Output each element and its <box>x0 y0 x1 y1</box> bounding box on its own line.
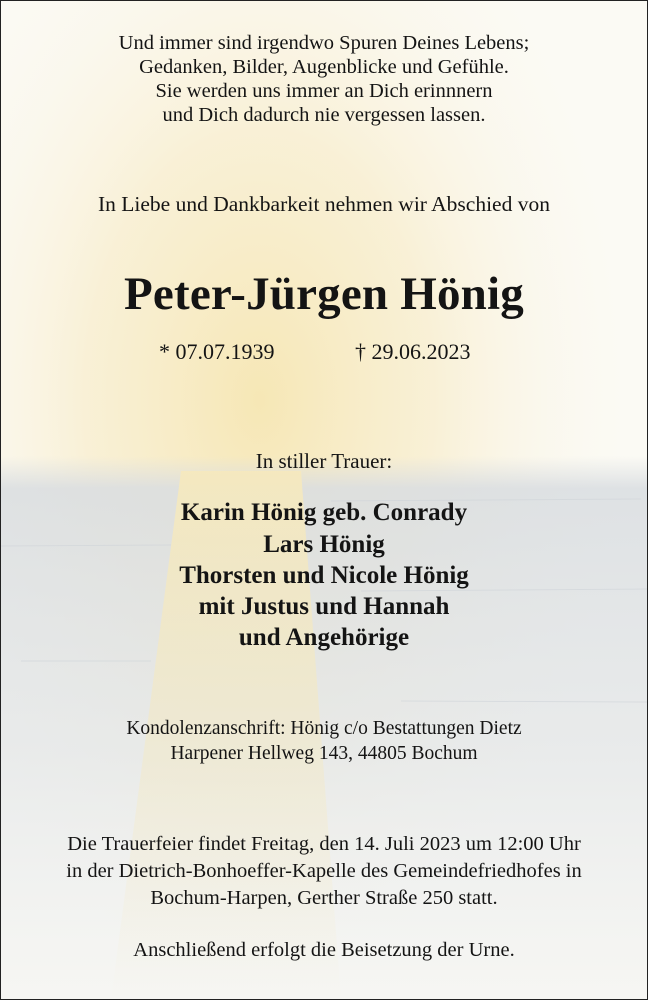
address-line: Kondolenzanschrift: Hönig c/o Bestattungen Dietz <box>126 718 522 739</box>
farewell-intro: In Liebe und Dankbarkeit nehmen wir Abschied von <box>98 192 550 216</box>
death-date: † 29.06.2023 <box>355 339 471 364</box>
poem-line: Gedanken, Bilder, Augenblicke und Gefühle. <box>139 56 509 78</box>
address-line: Harpener Hellweg 143, 44805 Bochum <box>170 743 478 764</box>
life-dates <box>1 339 647 369</box>
burial-note: Anschließend erfolgt die Beisetzung der Urne. <box>133 939 515 961</box>
poem-line: Und immer sind irgendwo Spuren Deines Lebens; <box>118 32 530 54</box>
mourners-label: In stiller Trauer: <box>255 449 393 473</box>
service-line: Bochum-Harpen, Gerther Straße 250 statt. <box>150 887 498 909</box>
deceased-name: Peter-Jürgen Hönig <box>124 268 524 320</box>
poem-line: und Dich dadurch nie vergessen lassen. <box>162 104 486 126</box>
mourner-name: Karin Hönig geb. Conrady <box>180 499 468 526</box>
poem-line: Sie werden uns immer an Dich erinnnern <box>155 80 493 102</box>
mourner-name: mit Justus und Hannah <box>198 593 450 620</box>
obituary-content <box>1 1 647 999</box>
service-line: in der Dietrich-Bonhoeffer-Kapelle des Gemeindefriedhofes in <box>66 860 582 882</box>
service-line: Die Trauerfeier findet Freitag, den 14. Juli 2023 um 12:00 Uhr <box>67 833 581 855</box>
birth-date: * 07.07.1939 <box>159 339 275 364</box>
mourner-name: und Angehörige <box>238 624 410 651</box>
mourner-name: Thorsten und Nicole Hönig <box>179 562 469 589</box>
mourner-name: Lars Hönig <box>263 531 385 558</box>
